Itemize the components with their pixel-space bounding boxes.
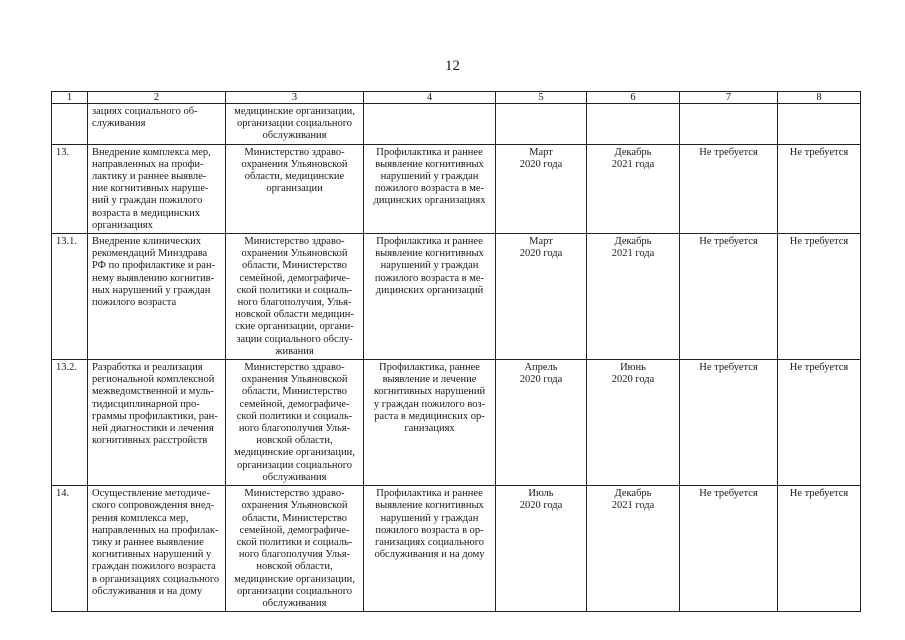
end-date-text: Июнь 2020 года [611,362,655,386]
executors-cell [226,104,364,145]
row-number-text: 14. [56,488,70,500]
measure-name [88,144,226,233]
table-row [52,144,861,233]
measure-name [88,104,226,145]
measure-name-text: Внедрение комплекса мер, направленных на профи- лактику и раннее выявле- ние когнитивных наруше- ний у граждан пожилого возраста в медицинских организациях [92,146,211,231]
start-date-text: Март 2020 года [519,236,563,260]
end-date [587,104,680,145]
start-date [496,144,587,233]
note-cell-text: Не требуется [789,362,849,374]
measures-table [51,91,861,612]
measure-name-text: Разработка и реализация региональной комплексной межведомственной и муль- тидисциплинарной про- граммы профилактики, ран- ней диагностики и лечения когнитивных расстройств [92,362,218,447]
funding-cell [680,104,778,145]
executors-cell-text: Министерство здраво- охранения Ульяновской области, Министерство семейной, демографиче- ской политики и социаль- ного благополучия, Улья- новской области медицин- ские организации, органи- зации социального обслу- живания [235,236,354,357]
table-row [52,486,861,612]
executors-cell-text: Министерство здраво- охранения Ульяновской области, Министерство семейной, демографиче- ской политики и социаль- ного благополучия Улья- новской области, медицинские организации, организации социального обслуживания [234,488,355,609]
start-date-text: Апрель 2020 года [519,362,563,386]
result-cell-text: Профилактика и раннее выявление когнитивных нарушений у граждан пожилого возраста в ор- ганизациях социального обслуживания и на дому [374,488,485,561]
start-date [496,360,587,486]
header-row [52,92,861,104]
row-number-text: 13. [56,146,70,158]
funding-cell [680,144,778,233]
end-date [587,144,680,233]
executors-cell [226,144,364,233]
result-cell [364,104,496,145]
funding-cell-text: Не требуется [699,236,758,248]
start-date [496,234,587,360]
funding-cell [680,360,778,486]
end-date [587,234,680,360]
end-date-text: Декабрь 2021 года [611,146,655,170]
result-cell [364,360,496,486]
table-row [52,234,861,360]
table-row [52,360,861,486]
executors-cell-text: Министерство здраво- охранения Ульяновской области, Министерство семейной, демографиче- ской политики и социаль- ного благополучия Улья- новской области, медицинские организации, организации социального обслуживания [234,362,355,483]
result-cell-text: Профилактика, раннее выявление и лечение когнитивных нарушений у граждан пожилого воз- раста в медицинских ор- ганизациях [373,362,486,435]
header-cell: 4 [364,92,496,104]
result-cell [364,234,496,360]
funding-cell [680,234,778,360]
funding-cell-text: Не требуется [699,488,758,500]
measure-name [88,360,226,486]
note-cell-text: Не требуется [789,236,849,248]
measure-name [88,234,226,360]
funding-cell-text: Не требуется [699,146,758,158]
row-number [52,144,88,233]
executors-cell [226,486,364,612]
header-cell: 5 [496,92,587,104]
funding-cell-text: Не требуется [699,362,758,374]
note-cell [778,144,861,233]
row-number [52,360,88,486]
end-date-text: Декабрь 2021 года [611,488,655,512]
executors-cell-text: медицинские организации, организации социального обслуживания [234,106,355,142]
note-cell-text: Не требуется [789,488,849,500]
start-date-text: Июль 2020 года [519,488,563,512]
row-number-text: 13.2. [56,362,77,374]
result-cell-text: Профилактика и раннее выявление когнитивных нарушений у граждан пожилого возраста в ме- дицинских организациях [373,146,486,207]
result-cell [364,144,496,233]
note-cell [778,360,861,486]
result-cell [364,486,496,612]
executors-cell-text: Министерство здраво- охранения Ульяновской области, медицинские организации [241,146,348,195]
measure-name-text: Внедрение клинических рекомендаций Минздрава РФ по профилактике и ран- нему выявлению когнитив- ных нарушений у граждан пожилого возраста [92,236,216,309]
end-date-text: Декабрь 2021 года [611,236,655,260]
measure-name-text: зациях социального об- служивания [92,106,198,130]
end-date [587,486,680,612]
header-cell: 1 [52,92,88,104]
result-cell-text: Профилактика и раннее выявление когнитивных нарушений у граждан пожилого возраста в ме- дицинских организаций [374,236,485,296]
header-cell: 7 [680,92,778,104]
start-date-text: Март 2020 года [519,146,563,170]
note-cell [778,486,861,612]
row-number [52,486,88,612]
measure-name-text: Осуществление методиче- ского сопровождения внед- рения комплекса мер, направленных на профилак- тику и раннее выявление когнитивных нарушений у граждан пожилого возраста в организациях социального обслуживания и на дому [92,488,220,597]
start-date [496,104,587,145]
executors-cell [226,234,364,360]
note-cell [778,104,861,145]
note-cell-text: Не требуется [789,146,849,158]
note-cell [778,234,861,360]
page-number: 12 [445,58,460,74]
header-cell: 2 [88,92,226,104]
measure-name [88,486,226,612]
funding-cell [680,486,778,612]
header-cell: 8 [778,92,861,104]
end-date [587,360,680,486]
header-cell: 3 [226,92,364,104]
row-number [52,104,88,145]
header-cell: 6 [587,92,680,104]
start-date [496,486,587,612]
row-number [52,234,88,360]
table-row [52,104,861,145]
row-number-text: 13.1. [56,236,77,248]
executors-cell [226,360,364,486]
